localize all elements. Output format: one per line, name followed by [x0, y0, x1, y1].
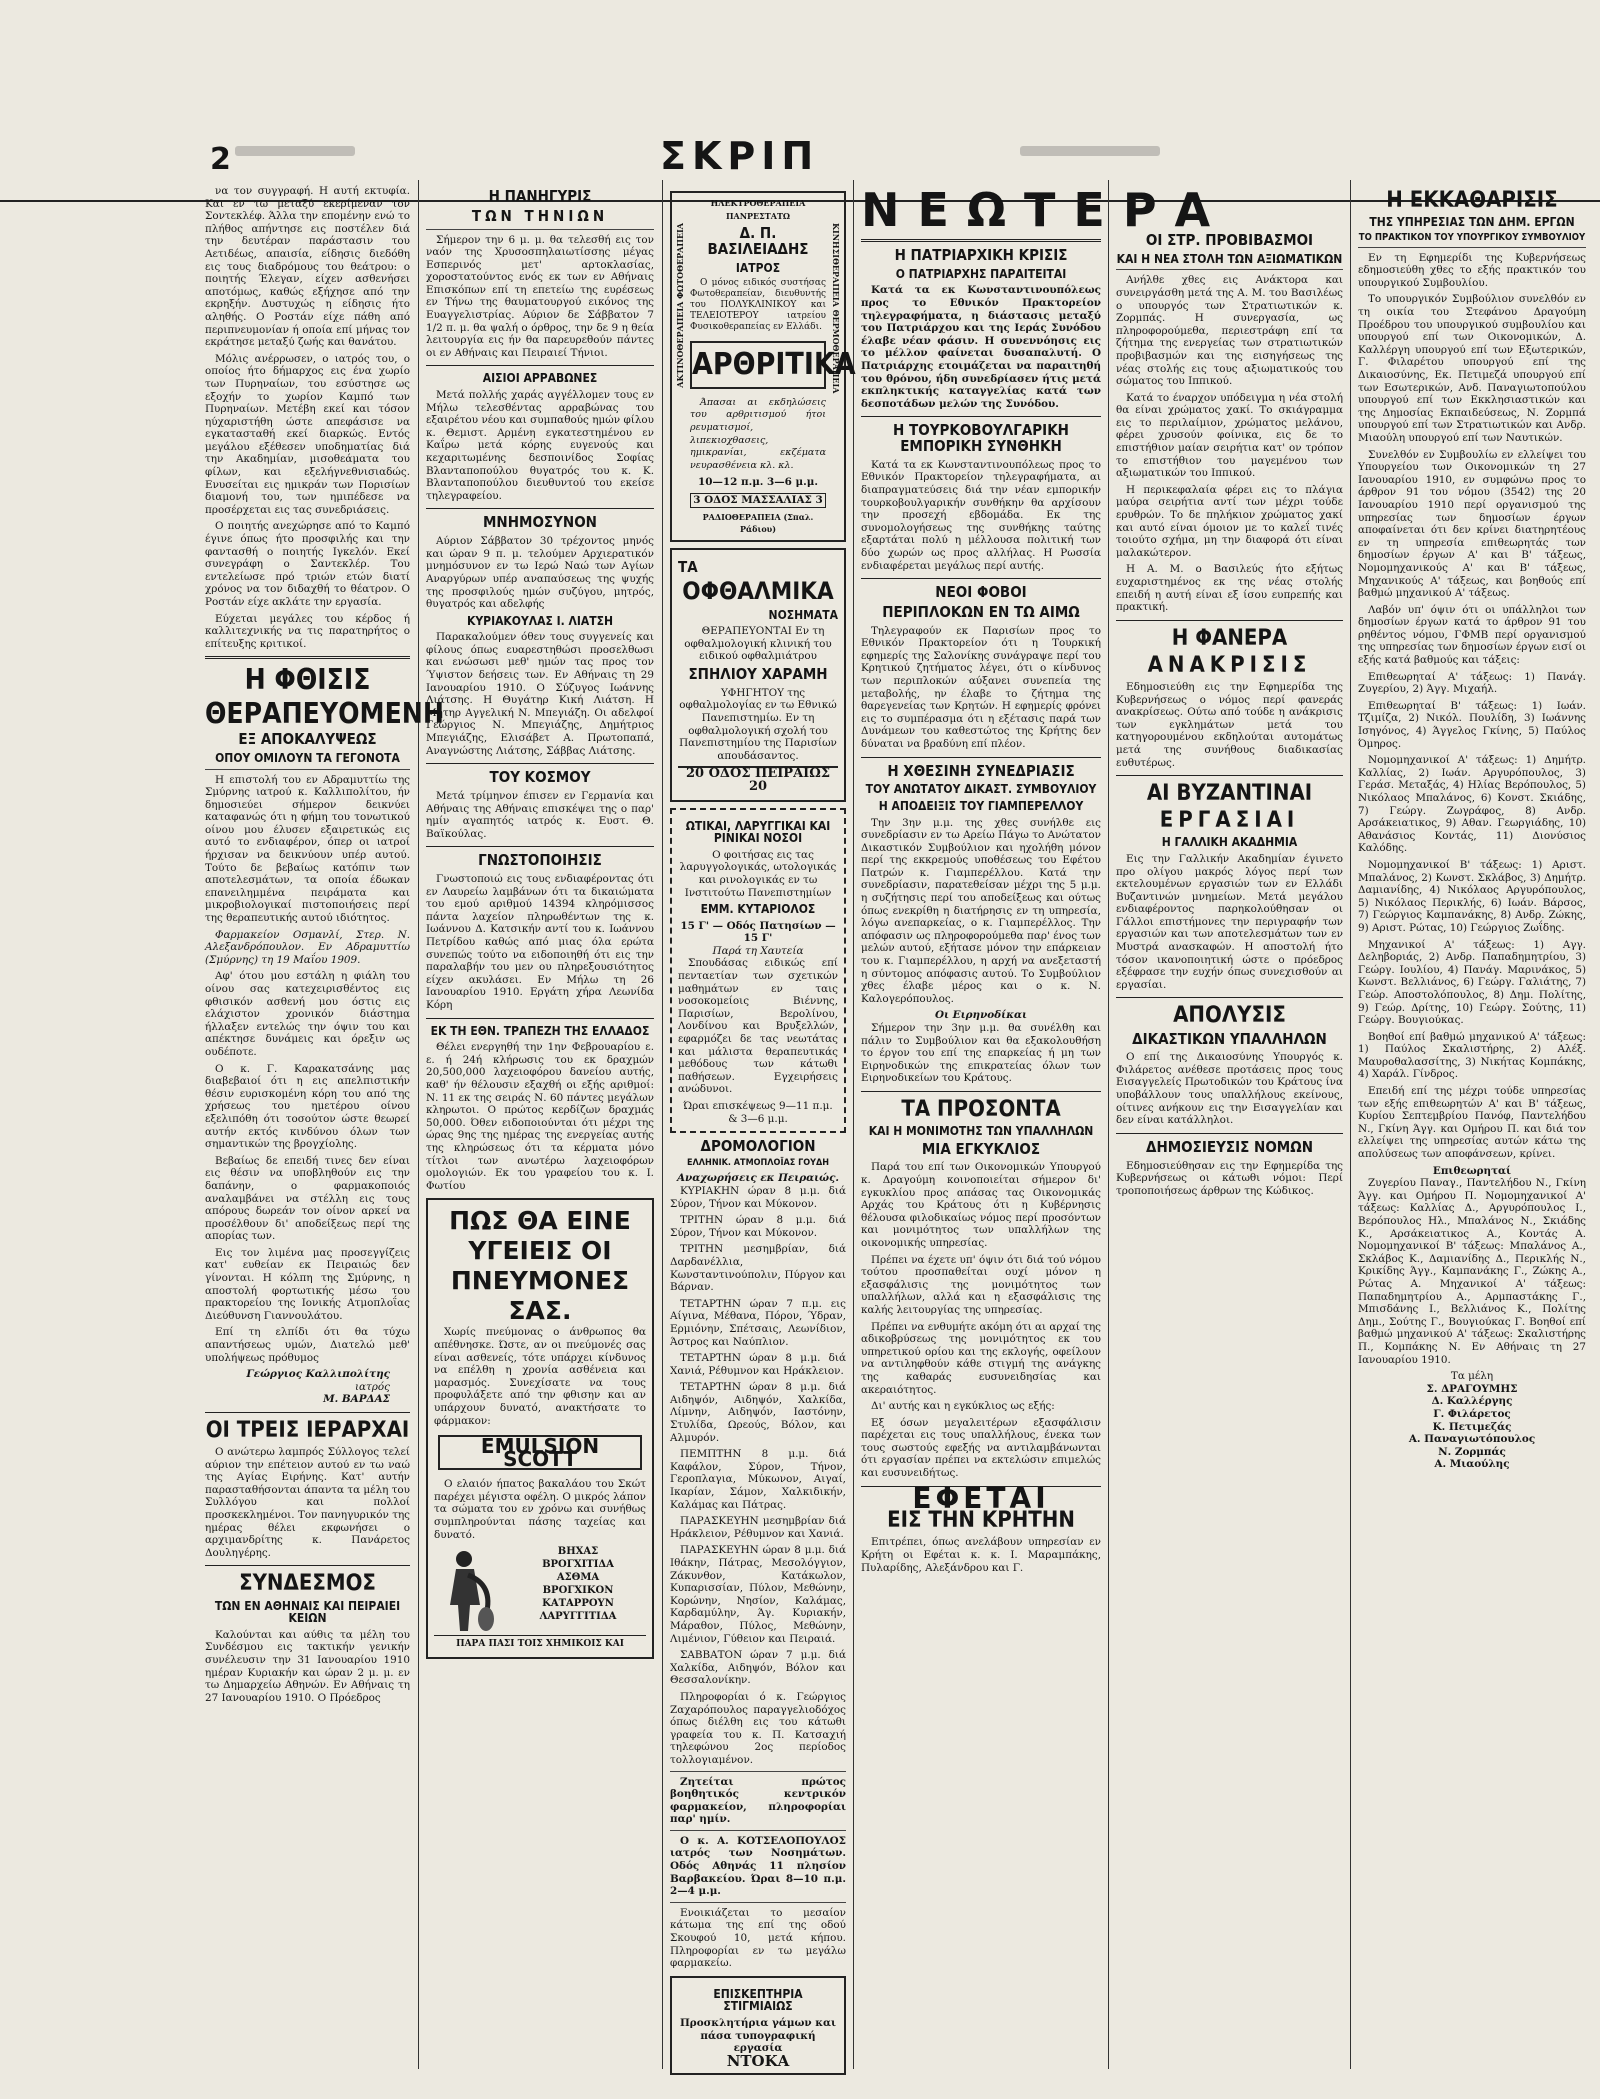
subheadline: ΚΑΙ Η ΝΕΑ ΣΤΟΛΗ ΤΩΝ ΑΞΙΩΜΑΤΙΚΩΝ: [1116, 251, 1343, 266]
ad-footer: ΠΑΡΑ ΠΑΣΙ ΤΟΙΣ ΧΗΜΙΚΟΙΣ ΚΑΙ: [434, 1635, 646, 1651]
article-paragraph: Η περικεφαλαία φέρει εις το πλάγια μαύρα σειρήτια αντί των μέχρι τούδε ερυθρών. Το δε πηλήκιον χρώματος χακί και αυτό είναι όμοιον με το καλεΐ τινές τοιούτο σχήμα, μη την διαφορά ότι είναι μαλακώτερον.: [1116, 483, 1343, 559]
ad-address: 20 ΟΔΟΣ ΠΕΙΡΑΙΩΣ 20: [678, 766, 838, 793]
article-paragraph: Λαβόν υπ' όψιν ότι οι υπάλληλοι των δημοσίων έργων κατά το άρθρον 91 του ρηθέντος νόμου, ΓΦΜΒ περί οργανισμού της υπηρεσίας των δημοσίων έργων εισί οι εξής κατά βαθμούς και τάξεις:: [1358, 603, 1586, 667]
divider: [426, 763, 654, 764]
headline-synedriasis: Η ΧΘΕΣΙΝΗ ΣΥΝΕΔΡΙΑΣΙΣ: [887, 761, 1075, 780]
signatory: Κ. Πετιμεζάς: [1432, 1420, 1512, 1433]
headline-fanera: Η ΦΑΝΕΡΑ: [1171, 625, 1288, 651]
article-paragraph: Αύριον Σάββατον 30 τρέχοντος μηνός και ώραν 9 π. μ. τελούμεν Αρχιερατικόν μνημόσυνον εν τω Ιερώ Ναώ των Αγίων Αναργύρων υπέρ αναπαύσεως της ψυχής της προσφιλούς ημών συζύγου, μητρός, θυγατρός και αδελφής: [426, 535, 654, 611]
headline-synthiki: Η ΤΟΥΡΚΟΒΟΥΛΓΑΡΙΚΗ ΕΜΠΟΡΙΚΗ ΣΥΝΘΗΚΗ: [893, 421, 1069, 456]
divider: [861, 416, 1101, 417]
ad-list-item: ΒΡΟΓΧΙΚΟΝ ΚΑΤΑΡΡΟΥΝ: [542, 1585, 614, 1610]
schedule-row: ΤΡΙΤΗΝ μεσημβρίαν, διά Δαρδανέλλια, Κωνσταντινούπολιν, Πύργον και Βάρναν.: [670, 1243, 846, 1294]
schedule-row: ΤΕΤΑΡΤΗΝ ώραν 7 π.μ. εις Αίγινα, Μέθανα, Πόρον, Ύδραν, Ερμιόνην, Σπέτσαις, Λεωνίδιον, Άστρος και Ναύπλιον.: [670, 1297, 846, 1348]
divider: [1116, 620, 1343, 621]
article-paragraph: Αφ' ότου μου εστάλη η φιάλη του οίνου σας κατεχειρισθέντος εις φθισικόν ασθενή μου όστις εις ελάχιστον χρονικόν διάστημα ήλλαξεν εντελώς την όψιν του και απέκτησε δυνάμεις και όρεξιν ως ουδέποτε.: [205, 970, 410, 1058]
article-paragraph: Θέλει ενεργηθή την 1ην Φεβρουαρίου ε. ε. ή 24ή κλήρωσις του εκ δραχμών 20,500,000 λαχειοφόρου δανείου αυτής, καθ' ήν θέλουσιν εξαχθή οι εξής αριθμοί: Ν. 11 εκ της σειράς Ν. 60 πάντες μεγάλων κληρωτοι. Ο πρώτος κερδίζων δραχμάς 50,000. Όθεν ειδοποιούνται ότι μέχρι της ώρας 9ης της ημέρας της ενεργείας αυτής της κληρώσεως ότι τα κέρματα μόνο τίτλοι των ανωτέρω λαχειοφόρων ομολογιών. Εκ του γραφείου του κ. Ι. Φωτίου: [426, 1041, 654, 1192]
article-paragraph: Καλούνται και αύθις τα μέλη του Συνδέσμου εις τακτικήν γενικήν συνέλευσιν την 31 Ιανουαρίου 1910 ημέραν Κυριακήν και ώραν 2 μ. μ. εν τω Δημαρχείω Αθηνών. Εν Αθήναις τη 27 Ιανουαρίου 1910. Ο Πρόεδρος: [205, 1628, 410, 1704]
headline-fovoi: ΝΕΟΙ ΦΟΒΟΙ: [935, 583, 1027, 602]
article-paragraph: Πρέπει να ενθυμήτε ακόμη ότι αι αρχαί της αδικοβρύσεως της μονιμότητος εκ του υπηρετικού ορίου και της εκλογής, οφείλουν να αντιληφθούν κάθε στιγμή της ανάγκης της καθαράς ευσυνειδησίας και ακεραιότητος.: [861, 1320, 1101, 1396]
headline-prosonta: ΤΑ ΠΡΟΣΟΝΤΑ: [901, 1096, 1061, 1122]
article-paragraph: Συνελθόν εν Συμβουλίω εν ελλείψει του Υπουργείου των Οικονομικών τη 27 Ιανουαρίου 1910, εν συμφώνω προς το άρθρον 91 του νόμου (3542) της 20 Ιανουαρίου 1910 περί οργανισμού της υπηρεσίας των δημοσίων έργων αποφαίνεται ότι δεν κρίνει διατηρητέους εν τη υπηρεσία επιθεωρητάς των δημοσίων έργων Α' και Β' τάξεως, Νομομηχανικούς Α' και Β' τάξεως, Μηχανικούς Α' τάξεως, και βοηθούς επί βαθμώ μηχανικού Α' τάξεως.: [1358, 448, 1586, 600]
ad-nosimata: ΝΟΣΗΜΑΤΑ: [768, 607, 838, 622]
divider: [861, 757, 1101, 758]
subheadline: Ο ΠΑΤΡΙΑΡΧΗΣ ΠΑΡΑΙΤΕΙΤΑΙ: [895, 266, 1067, 281]
article-paragraph: Την 3ην μ.μ. της χθες συνήλθε εις συνεδρίασιν εν τω Αρείω Πάγω το Ανώτατον Δικαστικόν Συμβούλιον και ηχολήθη μόνον περί της εκκρεμούς υποθέσεως του Εφέτου Πατρών κ. Γιαμπερέλλου. Κατά την συνεδρίασιν, παρατεθείσαν μέχρι της 5 μ.μ. η συζήτησις περί του αποδείξεως και ούτως όπως ενεκρίθη η διατήρησις εν τη υπηρεσία, λόγω ανεπαρκείας, ο κ. Γιαμπερέλλος. Την απόφασιν ως πληροφορούμεθα παρ' ένος των μελών αυτού, εξήτασε μόνον την επάρκειαν του κ. Γιαμπερέλλου, η αρχή να ανεξεταστή η σύντομος απόφασις αυτού. Το Συμβούλιον χθες έλαβε μέρος και ο κ. Ν. Καλογερόπουλος.: [861, 816, 1101, 1005]
divider: [1116, 997, 1343, 998]
ad-text: Ο μόνος ειδικός συστήσας Φωτοθεραπείαν, διευθυντής του ΠΟΛΥΚΛΙΝΙΚΟΥ και ΤΕΛΕΙΟΤΕΡΟΥ ιατρείου Φυσικοθεραπείας εν Ελλάδι.: [690, 278, 826, 333]
column-rule: [1108, 180, 1109, 2069]
subheadline: ΕΛΛΗΝΙΚ. ΑΤΜΟΠΛΟΪΑΣ ΓΟΥΔΗ: [686, 1157, 830, 1168]
dromologion-head: Αναχωρήσεις εκ Πειραιώς.: [676, 1172, 840, 1185]
ad-address: 3 ΟΔΟΣ ΜΑΣΣΑΛΙΑΣ 3: [690, 493, 826, 508]
article-paragraph: Κατά τα εκ Κωνσταντινουπόλεως προς το Εθνικόν Πρακτορείον τηλεγραφήματα, η διάστασις μεταξύ του Πατριάρχου και της Ιεράς Συνόδου έλαβε νέαν φάσιν. Η συνεννόησις εις το μέλλον φαίνεται δυσαπαλυτή. Ο Πατριάρχης ετοιμάζεται να παραιτηθή του θρόνου, ήδη συνεδρίασεν ήτις μετά εκπληκτικής καταγγελίας κατά των δεσποτάδων μελών της Συνόδου.: [861, 284, 1101, 410]
printing-ad: [670, 1976, 846, 2076]
article-paragraph: Επί τη ελπίδι ότι θα τύχω απαντήσεως υμών, Διατελώ μεθ' υπολήψεως πρόθυμος: [205, 1326, 410, 1364]
divider: [670, 1771, 846, 1772]
signature-name: Γεώργιος Καλλιπολίτης: [246, 1368, 390, 1381]
divider: [426, 365, 654, 366]
ad-illustration-row: [434, 1545, 646, 1635]
divider: [1116, 269, 1343, 270]
subheadline: ΑΝΑΚΡΙΣΙΣ: [1147, 652, 1312, 678]
subheadline: ΤΟΥ ΑΝΩΤΑΤΟΥ ΔΙΚΑΣΤ. ΣΥΜΒΟΥΛΙΟΥ: [865, 782, 1097, 797]
ad-list-item: ΒΗΧΑΣ: [557, 1546, 599, 1558]
ad-text: Ο φοιτήσας εις τας λαρυγγολογικάς, ωτολογικάς και ρινολογικάς εν τω Ινστιτούτω Πανεπιστημίων: [679, 848, 837, 899]
article-paragraph: Ο ποιητής ανεχώρησε από το Καμπό έγινε όπως ήτο προσφιλής και την φαντασθή ο ποιητής Ιγκελόν. Εκεί συνεγράφη ο Σαντεκλέρ. Του εντελείωσε πρό τριών ετών διατί χρόνος να τον διδαχθή το θέατρον. Ο Ροστάν είχε ακλάτε την εργασία.: [205, 520, 410, 608]
signatory: Γ. Φιλάρετος: [1433, 1407, 1511, 1420]
rank-list: Επιθεωρηταί Β' τάξεως: 1) Ιωάν. Τζιμίζα, 2) Νικόλ. Πουλίδη, 3) Ιωάννης Ισηγόνος, 4) Άγγελος Γκίνης, 5) Παύλος Όμηρος.: [1358, 699, 1586, 750]
subheadline: ΤΗΣ ΥΠΗΡΕΣΙΑΣ ΤΩΝ ΔΗΜ. ΕΡΓΩΝ: [1369, 215, 1575, 230]
article-paragraph: Εδημοσιεύθη εις την Εφημερίδα της Κυβερνήσεως ο νόμος περί φανεράς ανακρίσεως. Ούτω από τούδε η ανάκρισις των εγκλημάτων μετά του κατηγορουμένου εκδηλούται αυτομάτως μετά της συνήθους διαδικασίας ευθυτέρως.: [1116, 680, 1343, 769]
headline-therapeuomeni: ΘΕΡΑΠΕΥΟΜΕΝΗ: [205, 696, 444, 730]
article-paragraph: Παρακαλούμεν όθεν τους συγγενείς και φίλους όπως ευαρεστηθώσι προσελθωσι και ενώσωσι μεθ' ημών τας προς τον Ύψιστον δεήσεις των. Εν Αθήναις τη 29 Ιανουαρίου 1910. Ο Σύζυγος Ιωάννης Λιάτσης. Η Θυγάτηρ Κική Λιάτση. Η Μήτηρ Αγγελική Ν. Μπεγιάζη. Οι αδελφοί Γεώργιος Ν. Μπεγιάζης, Δημήτριος Μπεγιάζης, Ελισάβετ Α. Πρωτοπαπά, Αναγνώστης Λιάτσης, Σάββας Λιάτσης.: [426, 631, 654, 757]
article-paragraph: Σήμερον την 6 μ. μ. θα τελεσθή εις τον ναόν της Χρυσοσπηλαιωτίσσης μέγας Εσπερινός μετ' αρτοκλασίας, χοροστατούντος ενός εκ των εν Αθήναις Επισκόπων επί τη επετείω της ευρέσεως εν Τήνω της θαυματουργού εικόνος της Ευαγγελιστρίας. Αύριον δε Σάββατον 7 1/2 π. μ. θα ψαλή ο όρθρος, την δε 9 η θεία λειτουργία εις ήν θα παρευρεθούν πάντες οι εν Αθήναις και Πειραιεί Τήνιοι.: [426, 233, 654, 359]
headline-nomon: ΔΗΜΟΣΙΕΥΣΙΣ ΝΟΜΩΝ: [1146, 1137, 1313, 1156]
column-4: [861, 183, 1229, 2069]
schedule-row: ΤΡΙΤΗΝ ώραν 8 μ.μ. διά Σύρον, Τήνον και Μύκονον.: [670, 1214, 846, 1239]
column-3: [670, 185, 856, 2070]
signatories-head: Τα μέλη: [1450, 1370, 1494, 1383]
subheadline: ΤΩΝ ΤΗΝΙΩΝ: [471, 206, 609, 225]
headline-tou-kosmou: ΤΟΥ ΚΟΣΜΟΥ: [489, 768, 591, 787]
article-paragraph: Η Α. Μ. ο Βασιλεύς ήτο εξήτως ευχαριστημένος εκ της νέας στολής επειδή η αυτή είναι εξ ίσου ευπρεπής και πρακτική.: [1116, 563, 1343, 614]
column-rule: [1350, 180, 1351, 2069]
ad-text: ΘΕΡΑΠΕΥΟΝΤΑΙ Εν τη οφθαλμολογική κλινική του ειδικού οφθαλμιάτρου: [684, 625, 832, 663]
headline-apolysis: ΑΠΟΛΥΣΙΣ: [1173, 1003, 1286, 1029]
column-rule: [662, 180, 663, 2069]
article-paragraph: Μετά πολλής χαράς αγγέλλομεν τους εν Μήλω τελεσθέντας αρραβώνας του εξαιρέτου νέου και συμπαθούς ημών φίλου κ. Θεμιστ. Αρμένη εγκατεστημένου εν Καΐρω μετά κόρης ευγενούς και κεχαριτωμένης δεσποινίδος Σοφίας Βλανταποπούλου θυγατρός του κ. Κ. Βλανταποπούλου διευθυντού του εκείσε τηλεγραφείου.: [426, 389, 654, 502]
article-paragraph: Ζυγερίου Παναγ., Παντελήδου Ν., Γκίνη Άγγ. και Ομήρου Π. Νομομηχανικοί Α' τάξεως: Καλλίας Δ., Αργυρόπουλος Ι., Βερόπουλος Ηλ., Μπαλάνος Ν., Σκιάδης Κ., Αρσάκειατικος Α., Κοντάς Α. Νομομηχανικοί Β' τάξεως: Μπαλάνος Α., Σκλάβος Κ., Δαμιανίδης Δ., Περικλής Ν., Κρικίδης Άγγ., Καμπανάκης Γ., Ζώκης Α., Ρώτας Α. Μηχανικοί Α' τάξεως: Παπαδημητρίου Α., Αρμπαστάκης Γ., Μπισδάνης Ι., Βελλιάνος Κ., Πολίτης Δημ., Σούτης Γ., Βουγιούκας Γ. Βοηθοί επί βαθμώ μηχανικού Α' τάξεως: Σκαλιστήρης Π., Κομπάκης Ν. Εν Αθήναις τη 27 Ιανουαρίου 1910.: [1358, 1177, 1586, 1366]
paper-name: ΣΚΡΙΠ: [660, 134, 820, 178]
divider: [670, 1830, 846, 1831]
article-paragraph: Φαρμακείον Οσμανλί, Στερ. Ν. Αλεξανδρόπουλον. Εν Αδραμυττίω (Σμύρνης) τη 19 Μαΐου 1909.: [205, 928, 410, 966]
spacer: [1116, 185, 1343, 229]
article-paragraph: Σήμερον την 3ην μ.μ. θα συνέλθη και πάλιν το Συμβούλιον και θα εξακολουθήση το έργον του επί της επαρκείας ή μη των Ειρηνοδικών της επικρατείας όλων των Ειρηνοδικείων του Κράτους.: [861, 1022, 1101, 1085]
rank-list: Βοηθοί επί βαθμώ μηχανικού Α' τάξεως: 1) Παύλος Σκαλιστήρης, 2) Αλέξ. Μαυροθαλασσίτης, 3) Νικήτας Κομπάκης, 4) Χαράλ. Γίνδρος.: [1358, 1030, 1586, 1081]
rank-list: Νομομηχανικοί Β' τάξεως: 1) Αριστ. Μπαλάνος, 2) Κωνστ. Σκλάβος, 3) Δημήτρ. Δαμιανίδης, 4) Νικόλαος Αργυρόπουλος, 5) Νικόλαος Περικλής, 6) Ιωάν. Βάρσος, 7) Γεώργιος Καμπανάκης, 8) Ανδρ. Ζώκης, 9) Αριστ. Ρώτας, 10) Γεώργιος Ζωΐδης.: [1358, 858, 1586, 934]
column-6: [1358, 185, 1586, 2069]
column-rule: [853, 180, 854, 2069]
ad-text: Σπουδάσας ειδικώς επί πενταετίαν των σχετικών μαθημάτων εν ταις νοσοκομείοις Βιέννης, Παρισίων, Βερολίνου, Λονδίνου και Βρυξελλών, εφαρμόζει δε τας νεωτάτας και μάλιστα θεραπευτικάς μεθόδους των κάτωθι παθήσεων. Εγχειρήσεις ανώδυνοι.: [678, 957, 838, 1096]
headline-panigyris: Η ΠΑΝΗΓΥΡΙΣ: [488, 187, 592, 205]
classified-ad: Ενοικιάζεται το μεσαίον κάτωμα της επί της οδού Σκουφού 10, μετά κήπου. Πληροφορίαι εν τω μεγάλω φαρμακείω.: [670, 1906, 846, 1970]
article-paragraph: Πρέπει να έχετε υπ' όψιν ότι διά τού νόμου τούτου προσπαθείται ουχί μόνον η εξασφάλισις της μονιμότητος των υπαλλήλων, αλλά και η εξασφάλισις της καλής λειτουργίας της υπηρεσίας.: [861, 1253, 1101, 1316]
subheadline: Η ΑΠΟΔΕΙΞΙΣ ΤΟΥ ΓΙΑΜΠΕΡΕΛΛΟΥ: [878, 798, 1084, 813]
article-paragraph: Μόλις ανέρρωσεν, ο ιατρός του, ο οποίος ήτο δήμαρχος εις ένα χωρίο των Πυρηναίων, του εσύστησε ως εξοχήν το χωρίον Καμπό των Πυρηναίων. Μετέβη εκεί και τόσον ηύχαριστήθη ώστε απεφάσισε να εγκατασταθή εκεί διαρκώς. Εντός μεγάλου εξέθεσεν υποδηματίας διά την Ακαδημίαν, μισοθεάματα του φίλων, και εξελήγνεθνισιαδώς. Ενυσείται εις ημικράν των Πορισίων διαμονή του, των ημιπέδεσε να προσέρχεται εις τας συνεδριάσεις.: [205, 352, 410, 516]
divider: [205, 1412, 410, 1413]
classified-ad: Ζητείται πρώτος βοηθητικός κεντρικόν φαρμακείον, πληροφορίαι παρ' ημίν.: [670, 1775, 846, 1826]
ad-headline: ΕΠΙΣΚΕΠΤΗΡΙΑ ΣΤΙΓΜΙΑΙΩΣ: [713, 1986, 803, 2014]
headline-byzantinai: ΑΙ ΒΥΖΑΝΤΙΝΑΙ: [1146, 781, 1313, 807]
article-paragraph: Εις τον λιμένα μας προσεγγίζεις κατ' ευθείαν εκ Πειραιώς δεν γίνονται. Η κόλπη της Σμύρνης, η αποστολή φορτωτικής μέσω του πρακτορείου της Ιονικής Ατμοπλοΐας Διεύθυνση Γιαννουλάτου.: [205, 1246, 410, 1322]
divider: [861, 239, 1101, 242]
article-paragraph: Επιτρέπει, όπως ανελάβουν υπηρεσίαν εν Κρήτη οι Εφέται κ. κ. Ι. Μαραμπάκης, Πυλαρίδης, Αλεξάνδρου και Γ.: [861, 1536, 1101, 1574]
ad-doctor-title: ΙΑΤΡΟΣ: [735, 260, 781, 275]
subheadline: ΔΙΚΑΣΤΙΚΩΝ ΥΠΑΛΛΗΛΩΝ: [1132, 1029, 1327, 1048]
headline-bank: ΕΚ ΤΗ ΕΘΝ. ΤΡΑΠΕΖΗ ΤΗΣ ΕΛΛΑΔΟΣ: [430, 1023, 650, 1038]
headline-provivasmoi: ΟΙ ΣΤΡ. ΠΡΟΒΙΒΑΣΜΟΙ: [1145, 231, 1314, 249]
headline-arravones: ΑΙΣΙΟΙ ΑΡΡΑΒΩΝΕΣ: [482, 371, 598, 386]
schedule-row: ΤΕΤΑΡΤΗΝ ώραν 8 μ.μ. διά Αιδηψόν, Αιδηψόν, Χαλκίδα, Λίμνην, Αιδηψόν, Ιαστόνην, Στυλίδα, Ωρεούς, Βόλον, και Αλμυρόν.: [670, 1381, 846, 1444]
ad-text: Προσκλητήρια γάμων και πάσα τυπογραφική εργασία: [679, 2017, 837, 2055]
ad-text: ΥΦΗΓΗΤΟΥ της οφθαλμολογίας εν τω Εθνικώ Πανεπιστημίω. Εν τη οφθαλμολογική σχολή του Πανεπιστημίου της Παρισίων απουδάσαντος.: [679, 686, 837, 762]
divider: [426, 508, 654, 509]
ad-hours: Ώραι επισκέψεως 9—11 π.μ. & 3—6 μ.μ.: [683, 1100, 833, 1125]
subheadline: ΤΟ ΠΡΑΚΤΙΚΟΝ ΤΟΥ ΥΠΟΥΡΓΙΚΟΥ ΣΥΜΒΟΥΛΙΟΥ: [1358, 231, 1586, 243]
ad-doctor-name: ΕΜΜ. ΚΥΤΑΡΙΟΛΟΣ: [700, 902, 816, 917]
article-paragraph: Ανήλθε χθες εις Ανάκτορα και συνειργάσθη μετά της Α. Μ. του Βασιλέως ο υπουργός των Στρατιωτικών κ. Ζορμπάς. Η συνεργασία, ως πληροφορούμεθα, περιεστράφη επί τα ζήτημα της ενεργείας των στρατιωτικών προβιβασμών και της εισηγήσεως της νέας στολής εις τους αξιωματικούς του σώματος του Ιππικού.: [1116, 274, 1343, 388]
subheadline: ΕΙΣ ΤΗΝ ΚΡΗΤΗΝ: [887, 1508, 1075, 1534]
divider: [426, 1018, 654, 1019]
ad-symptom-list: [510, 1545, 646, 1623]
subheadline: ΜΙΑ ΕΓΚΥΚΛΙΟΣ: [921, 1139, 1041, 1158]
ad-text: Ο ελαιόν ήπατος βακαλάου του Σκώτ παρέχει μέγιστα οφέλη. Ο μικρός λάπον τα σώματα του εν χρόνω και συνήθως συμπληρούνται πάσης ταχείας και δυνατό.: [434, 1478, 646, 1541]
rank-list: Νομομηχανικοί Α' τάξεως: 1) Δημήτρ. Καλλίας, 2) Ιωάν. Αργυρόπουλος, 3) Γεράσ. Μεταξάς, 4) Ηλίας Βερόπουλος, 5) Νικόλαος Μπαλάνος, 6) Κονστ. Σκιάδης, 7) Γεώργ. Ζωγράφος, 8) Ανδρ. Αρσάκειατικος, 9) Αθαν. Γεωργιάδης, 10) Αθανάσιος Κοντάς, 11) Διονύσιος Καλόδης.: [1358, 754, 1586, 855]
divider: [861, 1091, 1101, 1092]
ad-ta: ΤΑ: [678, 557, 698, 576]
signature-footer: Μ. ΒΑΡΔΑΣ: [323, 1393, 390, 1406]
signatory: Σ. ΔΡΑΓΟΥΜΗΣ: [1426, 1382, 1518, 1395]
headline-krisis: Η ΠΑΤΡΙΑΡΧΙΚΗ ΚΡΙΣΙΣ: [894, 246, 1068, 264]
article-paragraph: Κατά τα εκ Κωνσταντινουπόλεως προς το Εθνικόν Πρακτορείον τηλεγραφήματα, αι διαπραγματεύσεις διά την νέαν εμπορικήν τουρκοβουλγαρικήν συνθήκην θα αρχίσουν την προσεχή εβδομάδα. Εκ της συνομολογήσεως της συνθήκης ταύτης εξαρτάται πολύ η μέλλουσα πολιτική των δύο χωρών ως προς αλλήλας. Η Ρωσσία ενδιαφέρεται μεγάλως περί αυτής.: [861, 458, 1101, 572]
rank-list: Μηχανικοί Α' τάξεως: 1) Αγγ. Δεληβοριάς, 2) Ανδρ. Παπαδημητρίου, 3) Γεώργ. Ιουλίου, 4) Πανάγ. Μαρινάκος, 5) Κωνστ. Βελλιάνος, 6) Γεώργ. Γαλιάτης, 7) Γεώρ. Αποστολόπουλος, 8) Δημ. Πολίτης, 9) Γεώρ. Δρίτης, 10) Γεώργ. Σούτης, 11) Γεώργ. Βουγιούκας.: [1358, 938, 1586, 1027]
article-paragraph: Εις την Γαλλικήν Ακαδημίαν έγινετο προ ολίγου μακρός λόγος περί των εκτελουμένων εργασιών των εν Ελλάδι Βυζαντινών μνημείων. Μετά μεγάλου ενδιαφέροντος παρηκολούθησαν οι Γάλλοι επιστήμονες την περιγραφήν των εργασιών και των αποτελεσμάτων των εν Μυστρά ανασκαφών. Η αποστολή ήτο τόσον ικανοποιητική ώστε ο πρόεδρος εξέφρασε την ευχήν όπως συνεχισθούν αι εργασίαι.: [1116, 852, 1343, 991]
article-paragraph: Γνωστοποιώ εις τους ενδιαφέροντας ότι εν Λαυρείω λαμβάνων ότι τα δικαιώματα του εμού αριθμού 14394 κληρόμισσος πάντα λαχείον πληρωθέντων της κ. Ιωάννου Δ. Κατσικήν αντί του κ. Ιωάννου Πετρίδου καθώς από μιας όλα ερώτα συνεπώς τούτο να ειδοποιηθή ότι εις την παραλαβήν του μεν ου πληρεξουσιότητος είχεν ακυλάσει. Εν Μήλω τη 26 Ιανουαρίου 1910. Εργάτη χήρα Λεωνίδα Κόρη: [426, 873, 654, 1012]
subsection-title: Οι Ειρηνοδίκαι: [934, 1009, 1028, 1022]
scott-emulsion-ad: [426, 1198, 654, 1659]
divider: [1116, 1133, 1343, 1134]
headline-efetai: ΕΦΕΤΑΙ: [912, 1481, 1050, 1515]
signatory: Α. Μιαούλης: [1434, 1458, 1510, 1471]
schedule-row: ΣΑΒΒΑΤΟΝ ώραν 7 μ.μ. διά Χαλκίδα, Αιδηψόν, Βόλον και Θεσσαλονίκην.: [670, 1649, 846, 1687]
headline-apokalypseos: ΕΞ ΑΠΟΚΑΛΥΨΕΩΣ: [238, 730, 377, 749]
headline-syndesmos: ΣΥΝΔΕΣΜΟΣ: [239, 1571, 376, 1597]
divider: [205, 769, 410, 770]
ophthalmic-ad: [670, 548, 846, 802]
article-paragraph: Τηλεγραφούν εκ Παρισίων προς το Εθνικόν Πρακτορείον ότι η Τουρκική εφημερίς της Σαλονίκης συνάγραψε περί του Κρητικού ζητήματος λέγει, ότι ο κίνδυνος των περιπλοκών αύξανει συνεπεία της μεταβολής, ην έλαβε το ζήτημα της θαρεγενείας των Κρητών. Η εφημερίς φρόνει εις το συμπέρασμα ότι η εξέτασις παρά των Δυνάμεων του καθεστώτος της Κρήτης δεν δύναται να βραδύνη επί πλέον.: [861, 624, 1101, 750]
column-5: [1116, 185, 1343, 2069]
subheadline: ΠΕΡΙΠΛΟΚΩΝ ΕΝ ΤΩ ΑΙΜΩ: [882, 602, 1080, 621]
schedule-row: ΠΕΜΠΤΗΝ 8 μ.μ. διά Καφάλον, Σύρον, Τήνον, Γεροπλαγια, Μύκωνον, Αιγαί, Ικαρίαν, Σάμον, Χαλκιδικήν, Καλάμας και Πάτρας.: [670, 1448, 846, 1511]
ad-address: 15 Γ' — Οδός Πατησίων — 15 Γ': [680, 919, 836, 945]
article-paragraph: Εύχεται μεγάλες του κέρδος ή καλλιτεχνικής να τις παρατηρήτος ο επίτευξης κριτικοί.: [205, 612, 410, 650]
ad-side-label: ΑΚΤΙΝΟΘΕΡΑΠΕΙΑ ΦΩΤΟΘΕΡΑΠΕΙΑ: [675, 223, 685, 388]
divider: [861, 578, 1101, 579]
divider: [670, 1902, 846, 1903]
subheadline: ΕΡΓΑΣΙΑΙ: [1159, 808, 1300, 834]
article-paragraph: Επειδή επί της μέχρι τούδε υπηρεσίας των εξής επιθεωρητών Α' και Β' τάξεως, Κυρίου Σεπτεμβρίου Πανόφ, Παντελήδου Ν., Γκίνη Άγγ. και Ομήρου Π. και διά τον ελλείψει της υπηρεσίας αυτών κάτω της απολύσεως των αποφάνσεων, κρίνει.: [1358, 1085, 1586, 1161]
headline-gnostopoiisis: ΓΝΩΣΤΟΠΟΙΗΣΙΣ: [478, 851, 602, 870]
ad-text: Άπασαι αι εκδηλώσεις του αρθριτισμού ήτοι ρευματισμοί, λιπεκιοχθασεις, ημικρανίαι, εκζέματα νευρασθένεια κλ. κλ.: [690, 396, 826, 471]
article-paragraph: Το υπουργικόν Συμβούλιον συνελθόν εν τη οικία του Στεφάνου Δραγούμη Προέδρου του υπουργικού συμβουλίου και υπουργού επί των Οικονομικών, Δ. Καλλέργη υπουργού επί των Εξωτερικών, Γ. Φιλαρέτου υπουργού επί της Δικαιοσύνης, Εκ. Πετιμεζά υπουργού επί των Εσωτερικών, Ανδ. Παναγιωτοπούλου υπουργού επί των Εκκλησιαστικών και της Δημοσίας Εκπαιδεύσεως, Ν. Ζορμπά υπουργού επί των Στρατιωτικών και Ανδρ. Μιαούλη υπουργού επί των Ναυτικών.: [1358, 293, 1586, 444]
article-paragraph: Εν τη Εφημερίδι της Κυβερνήσεως εδημοσιεύθη χθες το εξής πρακτικόν του υπουργικού Συμβουλίου.: [1358, 251, 1586, 289]
ent-ad: [670, 808, 846, 1134]
article-paragraph: Βεβαίως δε επειδή τινες δεν είναι εις θέσιν να υποβληθούν εις την δαπάνην, ο φαρμακοποιός αναλαμβάνει να στέλλη εις τους απόρους δωρεάν τον οίνον αρκεί να προσέλθουν δι' αποδείξεως περί της απορίας των.: [205, 1154, 410, 1243]
subheadline: ΟΠΟΥ ΟΜΙΛΟΥΝ ΤΑ ΓΕΓΟΝΟΤΑ: [215, 750, 400, 765]
article-paragraph: να τον συγγραφή. Η αυτή εκτυφία. Και εν τω μεταξύ εκερίμεναν τον Σοντεκλέφ. Άλλα την επομένην ενώ το πλήθος απήντησε εις ποστέλεν διά την δευτέραν παράστασιν του Αετιδέως, απαισία, είδησις διεδόθη εις τους διαδρόμους του θεάτρου: ο ποιητής Έλεγαν, είχεν ασθενήσει αποτόμως, καθώς εξήχησε από την εκρηξήν. Δυστυχώς η είδησις ήτο αληθής. Ο Ροστάν είχε πάθη από περιπνευμονίαν ή οποία επί μήνας τον εκράτησε μεταξύ ζωής και θανάτου.: [205, 185, 410, 349]
article-paragraph: Εδημοσιεύθησαν εις την Εφημερίδα της Κυβερνήσεως οι κάτωθι νόμοι: Περί τροποποιήσεως άρθρων της Κώδικος.: [1116, 1159, 1343, 1197]
ink-smudge: [235, 146, 355, 156]
article-paragraph: Ο επί της Δικαιοσύνης Υπουργός κ. Φιλάρετος ανέθεσε προτάσεις προς τους Εισαγγελείς Πρωτοδικών του Κράτους ίνα υποβάλλουν τους υπαλλήλους εκείνους, οίτινες ανήκουν εις την Εισαγγελίαν και δεν είναι κατάλληλοι.: [1116, 1051, 1343, 1127]
article-paragraph: Δι' αυτής και η εγκύκλιος ως εξής:: [871, 1400, 1055, 1413]
headline-phthisis: Η ΦΘΙΣΙΣ: [244, 663, 371, 697]
ad-list-item: ΑΣΘΜΑ: [556, 1572, 600, 1584]
article-paragraph: Μετά τρίμηνον έπισεν εν Γερμανία και Αθήναις της Αθήναις επισκέψει της ο παρ' ημίν αγαπητός ιατρός κ. Ευστ. Θ. Βαϊκούλας.: [426, 789, 654, 840]
schedule-row: ΠΑΡΑΣΚΕΥΗΝ μεσημβρίαν διά Ηράκλειον, Ρέθυμνον και Χανιά.: [670, 1515, 846, 1540]
divider: [426, 846, 654, 847]
divider: [1116, 775, 1343, 776]
subsection-title: Επιθεωρηταί: [1432, 1164, 1512, 1177]
ad-subtext: Παρά τη Χαυτεία: [712, 944, 804, 957]
deceased-name: ΚΥΡΙΑΚΟΥΛΑΣ Ι. ΛΙΑΤΣΗ: [466, 613, 614, 628]
ad-side-label: ΚΙΝΗΣΙΘΕΡΑΠΕΙΑ ΘΕΡΜΟΘΕΡΑΠΕΙΑ: [831, 223, 841, 394]
ad-top-label: ΗΛΕΚΤΡΟΘΕΡΑΠΕΙΑ ΠΑΝΡΕΣΤΑΤΩ: [710, 198, 806, 221]
schedule-row: ΚΥΡΙΑΚΗΝ ώραν 8 μ.μ. διά Σύρον, Τήνον και Μύκονον.: [670, 1184, 846, 1210]
signature-title: ιατρός: [354, 1380, 390, 1393]
ad-text: Χωρίς πνεύμονας ο άνθρωπος θα απέθνησκε. Ώστε, αν οι πνεύμονές σας είναι ασθενείς, τότε υπάρχει κίνδυνος να επέλθη η χρονία ασθένεια και μαρασμός. Συνεχίσατε να τους προφυλάξετε από την φθισην και αν υπάρχουν δυνατό, ανακτήσατε το φάρμακον:: [434, 1326, 646, 1427]
ad-bottom-label: ΡΑΔΙΟΘΕΡΑΠΕΙΑ (Σπαλ. Ράδιου): [702, 511, 814, 535]
headline-mnimosynon: ΜΝΗΜΟΣΥΝΟΝ: [483, 513, 597, 532]
subheadline: ΚΑΙ Η ΜΟΝΙΜΟΤΗΣ ΤΩΝ ΥΠΑΛΛΗΛΩΝ: [868, 1124, 1094, 1139]
article-paragraph: Πληροφορίαι ό κ. Γεώργιος Ζαχαρόπουλος παραγγελιοδόχος όπως διέλθη εις του κάτωθι γραφεία του κ. Π. Κατσαχιή τηλεφώνου 2ος περίοδος τολλογιαμένον.: [670, 1690, 846, 1766]
column-1: [205, 185, 444, 2069]
divider: [426, 229, 654, 230]
article-paragraph: Η επιστολή του εν Αδραμυττίω της Σμύρνης ιατρού κ. Καλλιπολίτου, ήν δημοσιεύει σήμερον δεικνύει καταφανώς ότι η φήμη του τονωτικού οίνου μου έλυσεν εξαιρετικώς εις αυτό το ενδιαφέρον, όπερ οι ιατροί ήρχισαν να δεικνύουν υπέρ αυτού. Τούτο δε βεβαίως κατόπιν των αποτελεσμάτων, τα οποία έδωκαν επανειλημμένα πειράματα και μικροβιολογικαί πιστοποιήσεις περί της θεραπευτικής αυτού ιδιότητος.: [205, 773, 410, 925]
article-paragraph: Ο ανώτερω λαμπρός Σύλλογος τελεί αύριον την επέτειον αυτού εν τω ναώ της Αγίας Ειρήνης. Κατ' αυτήν παρασταθήσονται άπαντα τα μέλη του Συλλόγου και πολλοί προσκεκλημένοι. Τον πανηγυρικόν της ημέρας θέλει εκφωνήσει ο αρχιμανδρίτης κ. Πανάρετος Δουληγέρης.: [205, 1446, 411, 1559]
subheadline: Η ΓΑΛΛΙΚΗ ΑΚΑΔΗΜΙΑ: [1161, 835, 1298, 850]
ad-headline: ΩΤΙΚΑΙ, ΛΑΡΥΓΓΙΚΑΙ ΚΑΙ ΡΙΝΙΚΑΙ ΝΟΣΟΙ: [685, 818, 831, 846]
signatory: Ν. Ζορμπάς: [1438, 1445, 1506, 1458]
article-paragraph: Παρά του επί των Οικονομικών Υπουργού κ. Δραγούμη κοινοποιείται σήμερον δι' εγκυκλίου προς απάσας τας Οικονομικάς Αρχάς του Κράτους ότι η Κυβέρνησις θέλουσα φιλοδικαίως νόμος περί προσόντων και μονιμότητος των υπαλλήλων της οικονομικής υπηρεσίας.: [861, 1161, 1101, 1249]
divider: [205, 1565, 410, 1566]
signatory: Α. Παναγιωτόπουλος: [1408, 1433, 1536, 1446]
headline-ekkatharisis: Η ΕΚΚΑΘΑΡΙΣΙΣ: [1386, 188, 1558, 213]
ad-arthritika: ΑΡΘΡΙΤΙΚΑ: [690, 341, 826, 389]
ad-brand: EMULSION SCOTT: [438, 1435, 642, 1470]
vasileiadis-ad: [670, 191, 856, 542]
column-2: [426, 185, 654, 2069]
headline-hierarchs: ΟΙ ΤΡΕΙΣ ΙΕΡΑΡΧΑΙ: [205, 1418, 410, 1443]
divider: [205, 656, 410, 659]
article-paragraph: Ο κ. Γ. Καρακατσάνης μας διαβεβαιοί ότι η εις απελπιστικήν θέσιν ευρισκομένη κόρη του από της χρήσεως του ημετέρου οίνου εξελιπόθη ότι τοσούτον ώστε θεωρεί αυτήν εκτός κινδύνου όλων των σημαντικών της βρογχίολης.: [205, 1062, 410, 1151]
page-number: 2: [210, 142, 231, 177]
signatory: Δ. Καλλέργης: [1431, 1395, 1513, 1408]
ad-headline: ΠΩΣ ΘΑ ΕΙΝΕ ΥΓΕΙΕΙΣ ΟΙ ΠΝΕΥΜΟΝΕΣ ΣΑΣ.: [449, 1206, 631, 1326]
ad-brand: ΝΤΟΚΑ: [726, 2051, 790, 2070]
column-rule: [418, 180, 419, 2069]
divider: [1358, 247, 1586, 248]
section-neotera: ΝΕΩΤΕΡΑ: [861, 183, 1229, 237]
classified-ad: Ο κ. Α. ΚΟΤΣΕΛΟΠΟΥΛΟΣ ιατρός των Νοσημάτων. Οδός Αθηνάς 11 πλησίον Βαρβακείου. Ώραι 8—10 π.μ. 2—4 μ.μ.: [670, 1834, 846, 1898]
ad-list-item: ΛΑΡΥΓΓΙΤΙΔΑ: [539, 1611, 617, 1623]
subheadline: ΤΩΝ ΕΝ ΑΘΗΝΑΙΣ ΚΑΙ ΠΕΙΡΑΙΕΙ ΚΕΙΩΝ: [214, 1598, 401, 1626]
article-paragraph: Κατά το έναρχον υπόδειγμα η νέα στολή θα είναι χρώματος χακί. Το σκιάγραμμα εις το περιλαίμιον, χρώματος μελάνου, φέρει χρυσούν φοίνικα, εις δε το επιστήθιον μαίαν σειρήτια κατ' ον τρόπον το επιστήθιον του μαγεμένου των αξιωματικών του Ιππικού.: [1116, 391, 1343, 480]
schedule-row: ΠΑΡΑΣΚΕΥΗΝ ώραν 8 μ.μ. διά Ιθάκην, Πάτρας, Μεσολόγγιον, Ζάκυνθον, Κατάκωλον, Κυπαρισσίαν, Πύλον, Μεθώνην, Κορώνην, Νησίον, Καλάμας, Καρδαμύλην, Άγ. Κυριακήν, Μάραθον, Πύλος, Μεθώνην, Λιμένιον, Γύθειον και Πειραιά.: [670, 1544, 846, 1645]
ad-doctor-name: Δ. Π. ΒΑΣΙΛΕΙΑΔΗΣ: [707, 224, 809, 258]
ad-list-item: ΒΡΟΓΧΙΤΙΔΑ: [542, 1559, 614, 1571]
ad-doctor-name: ΣΠΗΛΙΟΥ ΧΑΡΑΜΗ: [688, 665, 828, 684]
schedule-row: ΤΕΤΑΡΤΗΝ ώραν 8 μ.μ. διά Χανιά, Ρέθυμνον και Ηράκλειον.: [670, 1352, 846, 1377]
headline-dromologion: ΔΡΟΜΟΛΟΓΙΟΝ: [700, 1137, 816, 1156]
fisherman-icon: [434, 1545, 504, 1635]
rank-list: Επιθεωρηταί Α' τάξεως: 1) Πανάγ. Ζυγερίου, 2) Άγγ. Μιχαήλ.: [1358, 670, 1586, 696]
article-paragraph: Εξ όσων μεγαλειτέρων εξασφάλισιν παρέχεται εις τους υπαλλήλους, ένεκα των τους σωστούς εφεξής να αντιλαμβάνωνται ότι εργασίαν πρέπει να εκτελώσιν επιμελώς και ευσυνειδήτως.: [861, 1416, 1101, 1480]
ad-ophthalmika: ΟΦΘΑΛΜΙΚΑ: [682, 577, 834, 606]
ad-hours: 10—12 π.μ. 3—6 μ.μ.: [698, 476, 818, 489]
ink-smudge: [1020, 146, 1160, 156]
